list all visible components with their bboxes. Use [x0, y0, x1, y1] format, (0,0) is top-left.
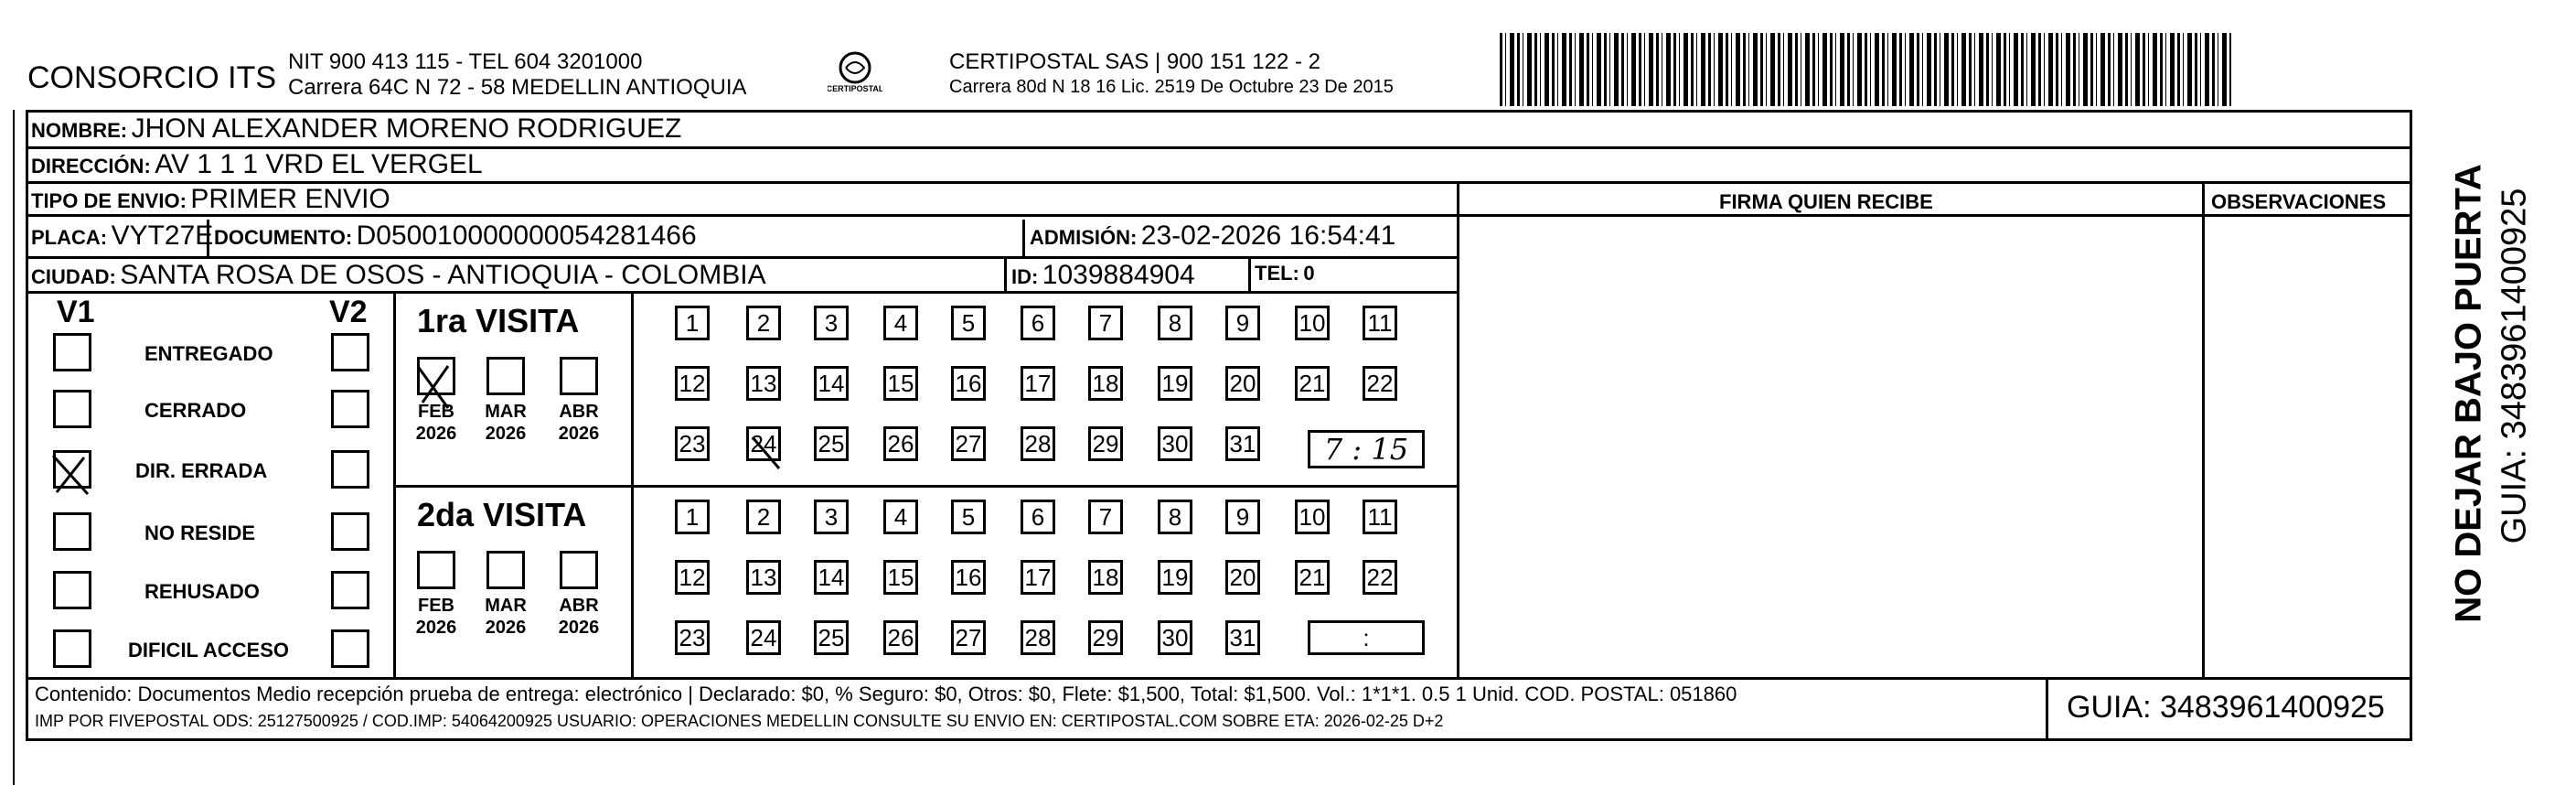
day-checkbox[interactable]: 3 — [814, 500, 849, 534]
day-checkbox[interactable]: 17 — [1021, 366, 1055, 401]
tel-value: 0 — [1303, 262, 1315, 285]
day-checkbox[interactable]: 12 — [675, 560, 710, 595]
day-checkbox[interactable]: 5 — [951, 500, 986, 534]
month-year: 2026 — [415, 424, 457, 444]
day-checkbox[interactable]: 16 — [951, 560, 986, 595]
day-checkbox[interactable]: 13 — [746, 560, 781, 595]
day-checkbox[interactable]: 20 — [1225, 366, 1260, 401]
footer-guia: GUIA: 3483961400925 — [2067, 690, 2385, 725]
tipo-label: TIPO DE ENVIO: — [31, 189, 187, 212]
day-checkbox[interactable]: 3 — [814, 306, 849, 340]
day-checkbox[interactable]: 17 — [1021, 560, 1055, 595]
day-checkbox[interactable]: 25 — [814, 426, 849, 461]
month-year: 2026 — [558, 424, 600, 444]
day-checkbox[interactable]: 20 — [1225, 560, 1260, 595]
month-name: FEB — [418, 596, 454, 616]
v1-header: V1 — [57, 295, 95, 329]
visit1-title: 1ra VISITA — [417, 302, 580, 339]
day-checkbox[interactable]: 18 — [1088, 560, 1123, 595]
day-checkbox[interactable]: 2 — [746, 500, 781, 534]
observaciones-header: OBSERVACIONES — [2211, 190, 2387, 213]
month-name: FEB — [418, 402, 454, 422]
day-checkbox[interactable]: 7 — [1088, 306, 1123, 340]
firma-header: FIRMA QUIEN RECIBE — [1719, 190, 1933, 213]
day-checkbox[interactable]: 12 — [675, 366, 710, 401]
logo-text: CERTIPOSTAL — [828, 84, 882, 93]
day-checkbox[interactable]: 27 — [951, 426, 986, 461]
admision-label: ADMISIÓN: — [1030, 226, 1138, 249]
placa-value: VYT27E — [111, 220, 214, 251]
status-label: REHUSADO — [144, 580, 260, 603]
day-checkbox[interactable]: 18 — [1088, 366, 1123, 401]
tipo-value: PRIMER ENVIO — [190, 184, 390, 214]
day-checkbox[interactable]: 14 — [814, 366, 849, 401]
day-checkbox[interactable]: 23 — [675, 620, 710, 655]
month-year: 2026 — [415, 618, 457, 638]
day-checkbox[interactable]: 5 — [951, 306, 986, 340]
day-checkbox[interactable]: 22 — [1363, 366, 1397, 401]
ciudad-label: CIUDAD: — [31, 265, 116, 288]
month-year: 2026 — [558, 618, 600, 638]
day-checkbox[interactable]: 19 — [1158, 560, 1192, 595]
tel-label: TEL: — [1255, 262, 1299, 285]
ciudad-value: SANTA ROSA DE OSOS - ANTIOQUIA - COLOMBIA — [120, 260, 766, 290]
day-checkbox[interactable]: 31 — [1225, 426, 1260, 461]
status-label: DIFICIL ACCESO — [128, 639, 290, 661]
day-checkbox[interactable]: 30 — [1158, 620, 1192, 655]
day-checkbox[interactable]: 8 — [1158, 306, 1192, 340]
day-checkbox[interactable]: 26 — [883, 426, 918, 461]
day-checkbox[interactable]: 22 — [1363, 560, 1397, 595]
day-checkbox[interactable]: 7 — [1088, 500, 1123, 534]
day-checkbox[interactable]: 21 — [1295, 366, 1330, 401]
documento-value: D050010000000054281466 — [356, 220, 697, 251]
day-checkbox[interactable]: 24 — [746, 620, 781, 655]
footer-contenido: Contenido: Documentos Medio recepción prueba de entrega: electrónico | Declarado: $0, % Seguro: $0, Otros: $0, Flete: $1,500, Total: $1,500. Vol.: 1*1*1. 0.5 1 Unid. COD. POSTAL: 051860 — [35, 683, 1737, 705]
day-checkbox[interactable]: 25 — [814, 620, 849, 655]
day-checkbox[interactable]: 28 — [1021, 426, 1055, 461]
handwritten-time: 7 : 15 — [1308, 430, 1425, 468]
status-label: NO RESIDE — [144, 522, 256, 544]
nombre-label: NOMBRE: — [31, 119, 128, 142]
documento-label: DOCUMENTO: — [214, 226, 353, 249]
day-checkbox[interactable]: 1 — [675, 500, 710, 534]
day-checkbox[interactable]: 24 — [746, 426, 781, 461]
side-guia: GUIA: 3483961400925 — [2495, 188, 2534, 544]
status-label: CERRADO — [144, 399, 247, 422]
day-checkbox[interactable]: 11 — [1363, 500, 1397, 534]
day-checkbox[interactable]: 29 — [1088, 620, 1123, 655]
nit-line: NIT 900 413 115 - TEL 604 3201000 — [288, 49, 643, 74]
day-checkbox[interactable]: 19 — [1158, 366, 1192, 401]
day-checkbox[interactable]: 9 — [1225, 306, 1260, 340]
status-label: DIR. ERRADA — [135, 459, 268, 482]
v2-header: V2 — [329, 295, 368, 329]
day-checkbox[interactable]: 9 — [1225, 500, 1260, 534]
day-checkbox[interactable]: 21 — [1295, 560, 1330, 595]
month-name: ABR — [559, 596, 599, 616]
day-checkbox[interactable]: 2 — [746, 306, 781, 340]
time-field[interactable]: : — [1308, 620, 1425, 655]
status-label: ENTREGADO — [144, 342, 273, 365]
visit2-title: 2da VISITA — [417, 496, 587, 533]
day-checkbox[interactable]: 4 — [883, 500, 918, 534]
month-name: MAR — [485, 596, 527, 616]
day-checkbox[interactable]: 29 — [1088, 426, 1123, 461]
month-year: 2026 — [485, 618, 527, 638]
placa-label: PLACA: — [31, 226, 108, 249]
certipostal-line2: Carrera 80d N 18 16 Lic. 2519 De Octubre 23 De 2015 — [949, 77, 1394, 97]
day-checkbox[interactable]: 26 — [883, 620, 918, 655]
day-checkbox[interactable]: 1 — [675, 306, 710, 340]
day-checkbox[interactable]: 15 — [883, 560, 918, 595]
month-name: MAR — [485, 402, 527, 422]
day-checkbox[interactable]: 16 — [951, 366, 986, 401]
day-checkbox[interactable]: 27 — [951, 620, 986, 655]
admision-value: 23-02-2026 16:54:41 — [1140, 220, 1396, 251]
day-checkbox[interactable]: 14 — [814, 560, 849, 595]
id-label: ID: — [1011, 265, 1039, 288]
company-address: Carrera 64C N 72 - 58 MEDELLIN ANTIOQUIA — [288, 75, 747, 100]
direccion-value: AV 1 1 1 VRD EL VERGEL — [155, 149, 483, 179]
day-checkbox[interactable]: 6 — [1021, 500, 1055, 534]
day-checkbox[interactable]: 13 — [746, 366, 781, 401]
day-checkbox[interactable]: 4 — [883, 306, 918, 340]
nombre-value: JHON ALEXANDER MORENO RODRIGUEZ — [131, 113, 682, 144]
day-checkbox[interactable]: 31 — [1225, 620, 1260, 655]
day-checkbox[interactable]: 10 — [1295, 306, 1330, 340]
day-checkbox[interactable]: 15 — [883, 366, 918, 401]
day-checkbox[interactable]: 6 — [1021, 306, 1055, 340]
day-checkbox[interactable]: 10 — [1295, 500, 1330, 534]
id-value: 1039884904 — [1042, 260, 1195, 290]
footer-imp: IMP POR FIVEPOSTAL ODS: 25127500925 / COD.IMP: 54064200925 USUARIO: OPERACIONES MEDELLIN CONSULTE SU ENVIO EN: CERTIPOSTAL.COM SOBRE ETA: 2026-02-25 D+2 — [35, 712, 1444, 730]
day-checkbox[interactable]: 23 — [675, 426, 710, 461]
certipostal-line1: CERTIPOSTAL SAS | 900 151 122 - 2 — [949, 49, 1320, 74]
month-year: 2026 — [485, 424, 527, 444]
day-checkbox[interactable]: 11 — [1363, 306, 1397, 340]
direccion-label: DIRECCIÓN: — [31, 155, 151, 177]
company-name: CONSORCIO ITS — [27, 60, 277, 95]
day-checkbox[interactable]: 28 — [1021, 620, 1055, 655]
day-checkbox[interactable]: 8 — [1158, 500, 1192, 534]
side-no-dejar: NO DEJAR BAJO PUERTA — [2448, 164, 2489, 623]
day-checkbox[interactable]: 30 — [1158, 426, 1192, 461]
month-name: ABR — [559, 402, 599, 422]
